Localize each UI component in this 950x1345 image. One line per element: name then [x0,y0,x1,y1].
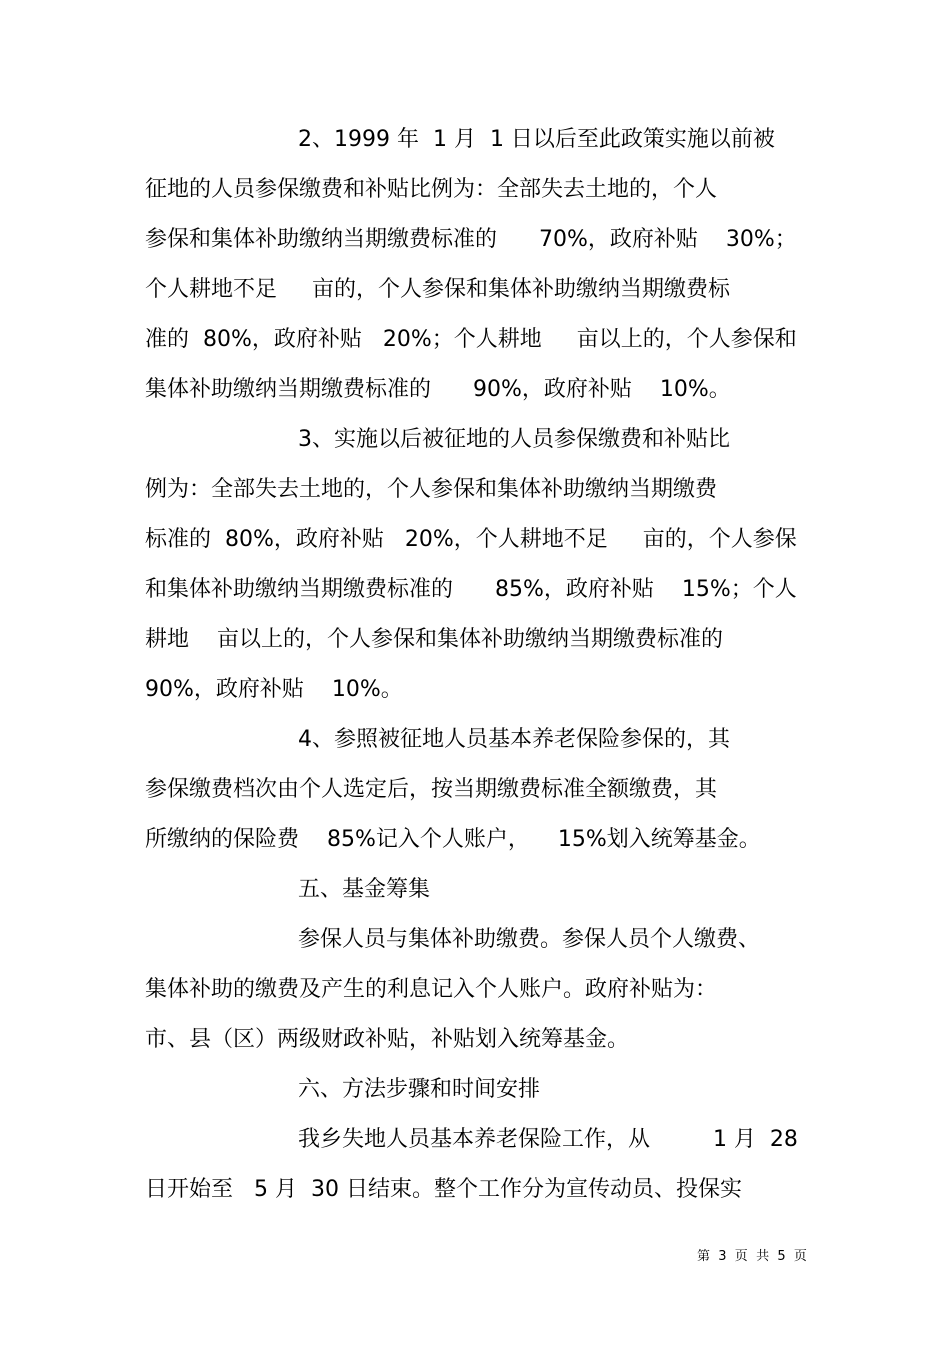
paragraph-line: 我乡失地人员基本养老保险工作，从 1 月 28 [298,1127,798,1152]
paragraph-line: 例为：全部失去土地的，个人参保和集体补助缴纳当期缴费 [145,477,718,502]
paragraph-line: 集体补助的缴费及产生的利息记入个人账户。政府补贴为： [145,977,718,1002]
page-number-footer: 第 3 页 共 5 页 [697,1249,807,1264]
paragraph-line: 2、1999 年 1 月 1 日以后至此政策实施以前被 [298,127,775,152]
paragraph-line: 参保和集体补助缴纳当期缴费标准的 70%，政府补贴 30%； [145,227,797,252]
paragraph-line: 日开始至 5 月 30 日结束。整个工作分为宣传动员、投保实 [145,1177,742,1202]
paragraph-line: 准的 80%，政府补贴 20%；个人耕地 亩以上的，个人参保和 [145,327,797,352]
paragraph-line: 耕地 亩以上的，个人参保和集体补助缴纳当期缴费标准的 [145,627,723,652]
paragraph-line: 参保缴费档次由个人选定后，按当期缴费标准全额缴费，其 [145,777,718,802]
paragraph-line: 征地的人员参保缴费和补贴比例为：全部失去土地的，个人 [145,177,718,202]
paragraph-line: 3、实施以后被征地的人员参保缴费和补贴比 [298,427,730,452]
section-heading: 六、方法步骤和时间安排 [298,1077,541,1102]
paragraph-line: 个人耕地不足 亩的，个人参保和集体补助缴纳当期缴费标 [145,277,730,302]
paragraph-line: 4、参照被征地人员基本养老保险参保的，其 [298,727,730,752]
paragraph-line: 标准的 80%，政府补贴 20%，个人耕地不足 亩的，个人参保 [145,527,797,552]
paragraph-line: 市、县（区）两级财政补贴，补贴划入统筹基金。 [145,1027,630,1052]
paragraph-line: 所缴纳的保险费 85%记入个人账户， 15%划入统筹基金。 [145,827,761,852]
paragraph-line: 集体补助缴纳当期缴费标准的 90%，政府补贴 10%。 [145,377,731,402]
section-heading: 五、基金筹集 [298,877,431,902]
paragraph-line: 90%，政府补贴 10%。 [145,677,403,702]
paragraph-line: 参保人员与集体补助缴费。参保人员个人缴费、 [298,927,761,952]
paragraph-line: 和集体补助缴纳当期缴费标准的 85%，政府补贴 15%；个人 [145,577,797,602]
